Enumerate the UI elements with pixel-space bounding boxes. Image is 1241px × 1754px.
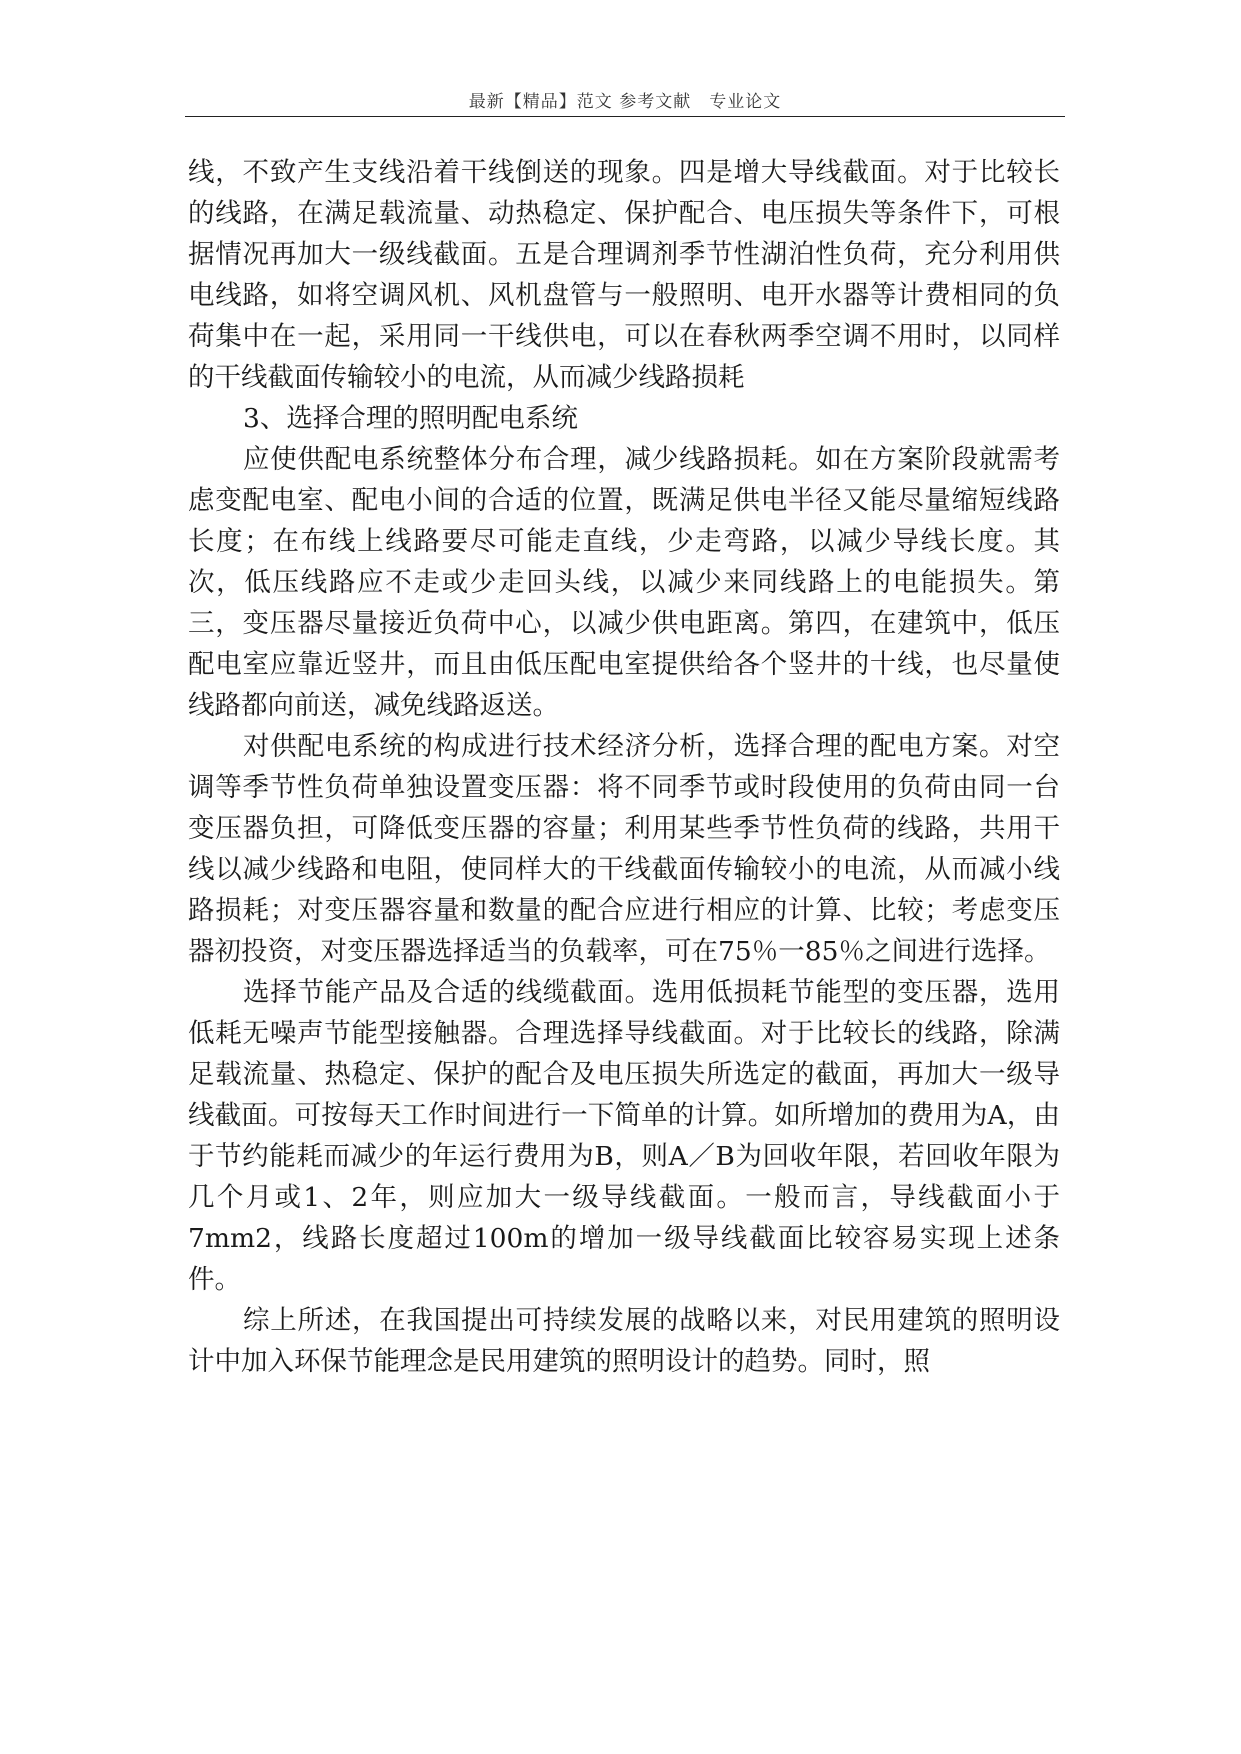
paragraph-4: 对供配电系统的构成进行技术经济分析，选择合理的配电方案。对空调等季节性负荷单独设置变压器：将不同季节或时段使用的负荷由同一台变压器负担，可降低变压器的容量；利用某些季节性负荷的线路，共用干线以减少线路和电阻，使同样大的干线截面传输较小的电流，从而减小线路损耗；对变压器容量和数量的配合应进行相应的计算、比较；考虑变压器初投资，对变压器选择适当的负载率，可在75％一85％之间进行选择。 <box>188 731 1060 967</box>
document-body <box>188 152 1060 1382</box>
paragraph-6: 综上所述，在我国提出可持续发展的战略以来，对民用建筑的照明设计中加入环保节能理念是民用建筑的照明设计的趋势。同时，照 <box>188 1305 1060 1377</box>
paragraph-3: 应使供配电系统整体分布合理，减少线路损耗。如在方案阶段就需考虑变配电室、配电小间的合适的位置，既满足供电半径又能尽量缩短线路长度；在布线上线路要尽可能走直线，少走弯路，以减少导线长度。其次，低压线路应不走或少走回头线，以减少来同线路上的电能损失。第三，变压器尽量接近负荷中心，以减少供电距离。第四，在建筑中，低压配电室应靠近竖井，而且由低压配电室提供给各个竖井的十线，也尽量使线路都向前送，减免线路返送。 <box>188 444 1060 721</box>
header-rule <box>185 116 1065 117</box>
paragraph-1: 线，不致产生支线沿着干线倒送的现象。四是增大导线截面。对于比较长的线路，在满足载流量、动热稳定、保护配合、电压损失等条件下，可根据情况再加大一级线截面。五是合理调剂季节性湖泊性负荷，充分利用供电线路，如将空调风机、风机盘管与一般照明、电开水器等计费相同的负荷集中在一起，采用同一干线供电，可以在春秋两季空调不用时，以同样的干线截面传输较小的电流，从而减少线路损耗 <box>188 157 1060 393</box>
section-heading: 3、选择合理的照明配电系统 <box>243 403 578 434</box>
paragraph-5: 选择节能产品及合适的线缆截面。选用低损耗节能型的变压器，选用低耗无噪声节能型接触器。合理选择导线截面。对于比较长的线路，除满足载流量、热稳定、保护的配合及电压损失所选定的截面，再加大一级导线截面。可按每天工作时间进行一下简单的计算。如所增加的费用为A，由于节约能耗而减少的年运行费用为B，则A／B为回收年限，若回收年限为几个月或1、2年，则应加大一级导线截面。一般而言，导线截面小于7mm2，线路长度超过100m的增加一级导线截面比较容易实现上述条件。 <box>188 977 1060 1295</box>
page-header: 最新【精品】范文 参考文献 专业论文 <box>468 92 782 112</box>
